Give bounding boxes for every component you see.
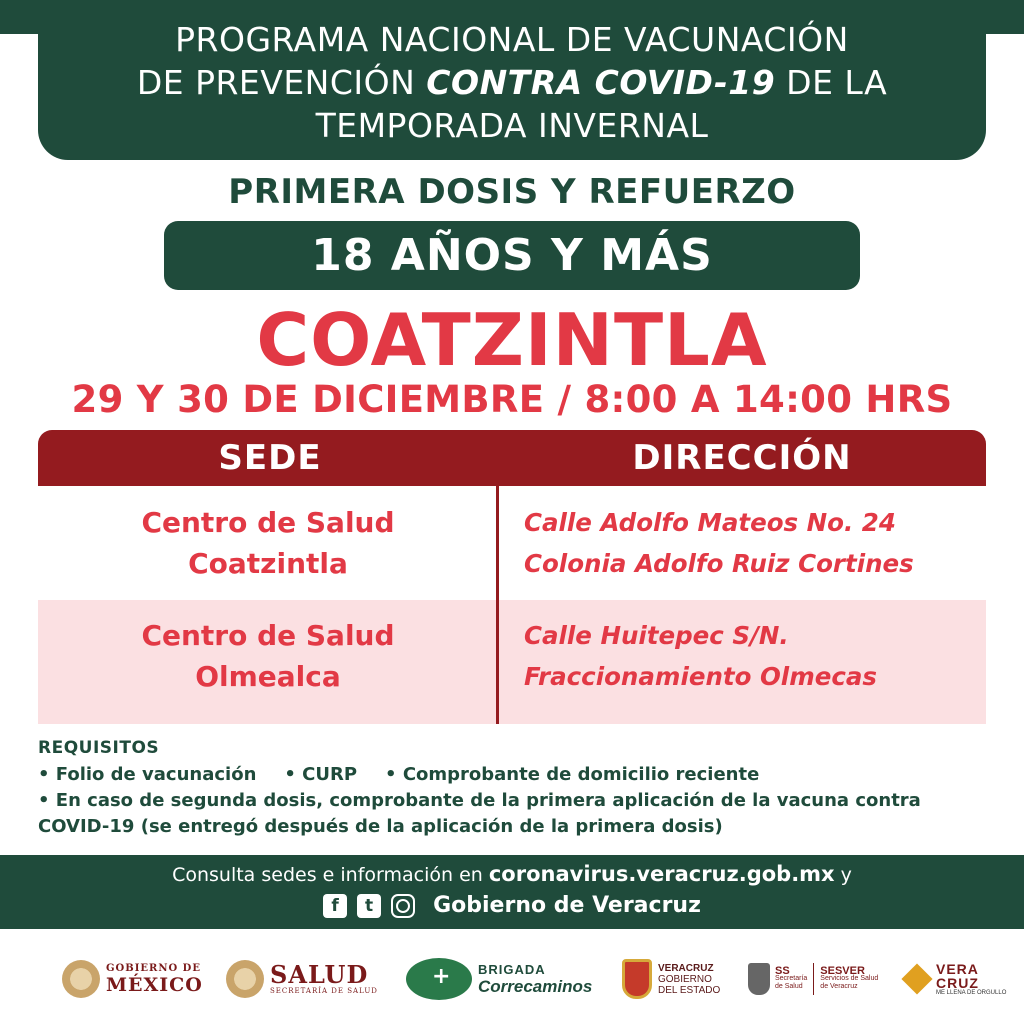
logo-text: CRUZ [936,975,979,991]
logo-text: de Veracruz [820,983,858,990]
requirements-title: REQUISITOS [38,738,160,758]
title-banner [38,0,986,160]
title-line-2-pre: DE PREVENCIÓN [136,62,427,102]
website-link[interactable]: coronavirus.veracruz.gob.mx [488,862,835,886]
logo-text: de Salud [775,983,803,990]
veracruz-flower-icon [901,963,932,994]
sede-line: Olmealca [195,660,341,693]
footer-band [0,855,1024,929]
ss-sesver-logo [748,944,878,1014]
schedule-text: 29 Y 30 DE DICIEMBRE / 8:00 A 14:00 HRS [71,378,953,421]
logo-text: Servicios de Salud [820,975,879,982]
logo-text: BRIGADA [478,961,546,977]
age-badge: 18 AÑOS Y MÁS [164,221,860,290]
title-line-2 [38,61,986,104]
sede-line: Coatzintla [188,546,348,580]
logo-text: VERA [936,961,979,977]
eagle-seal-icon [62,960,100,998]
column-divider [496,486,499,724]
title-line-2-post: DE LA [775,62,888,102]
direccion-line: Colonia Adolfo Ruiz Cortines [524,548,914,578]
logo-text: Secretaría [775,975,808,982]
requirements-line-2: • En caso de segunda dosis, comprobante de la primera aplicación de la vacuna contra [38,790,921,811]
direccion-line: Fraccionamiento Olmecas [524,662,877,691]
sede-line: Centro de Salud [141,505,395,539]
direccion-cell [524,486,986,599]
logo-text: SALUD [270,960,369,989]
eagle-seal-icon [226,960,264,998]
roadrunner-icon [406,958,472,1000]
requirements-line-1 [38,762,988,788]
instagram-icon[interactable] [391,894,415,918]
requirement-item: • Comprobante de domicilio reciente [385,764,760,785]
consult-post: y [834,864,852,886]
title-line-2-em: CONTRA COVID-19 [426,62,776,102]
logo-divider [813,963,814,995]
header-direccion: DIRECCIÓN [632,438,852,478]
salud-logo [226,944,378,1014]
ss-shield-icon [748,963,770,995]
title-line-1: PROGRAMA NACIONAL DE VACUNACIÓN [175,19,849,59]
twitter-icon[interactable]: t [357,894,381,918]
logos-row [0,944,1024,1014]
brigada-correcaminos-logo [406,944,592,1014]
logo-text: SESVER [820,965,865,977]
table-row [38,486,986,599]
facebook-icon[interactable]: f [323,894,347,918]
requirement-item: • Folio de vacunación [38,764,257,785]
locations-table [38,430,986,724]
sede-cell [38,600,498,724]
sede-cell [38,486,498,599]
logo-text: SECRETARÍA DE SALUD [270,987,378,995]
logo-text: Correcaminos [478,976,593,996]
requirement-item: • CURP [284,764,358,785]
social-row [0,893,1024,918]
consult-text [0,862,1024,886]
gobierno-mexico-logo [62,944,203,1014]
direccion-line: Calle Huitepec S/N. [524,621,789,650]
veracruz-shield-icon [622,959,652,999]
consult-pre: Consulta sedes e información en [172,864,489,886]
gobierno-veracruz-handle: Gobierno de Veracruz [433,893,701,918]
direccion-cell [524,600,986,724]
dose-subtitle: PRIMERA DOSIS Y REFUERZO [228,172,796,212]
logo-text: SS [775,965,790,977]
direccion-line: Calle Adolfo Mateos No. 24 [524,507,896,537]
logo-text: DEL ESTADO [658,984,721,996]
veracruz-brand-logo [906,944,1006,1014]
sede-line: Centro de Salud [141,619,395,652]
header-sede: SEDE [218,438,322,478]
veracruz-gobierno-logo [622,944,720,1014]
city-title: COATZINTLA [256,298,768,382]
table-header [38,430,986,486]
logo-text: ME LLENA DE ORGULLO [936,990,1007,996]
requirements-line-3: COVID-19 (se entregó después de la aplicación de la primera dosis) [38,816,723,837]
logo-text: MÉXICO [106,973,203,996]
logo-text: GOBIERNO DE [106,962,201,974]
table-row [38,600,986,724]
logo-text: VERACRUZ [658,962,714,974]
logo-text: GOBIERNO [658,973,712,985]
requirements-section [38,738,988,840]
title-line-3: TEMPORADA INVERNAL [315,105,709,145]
